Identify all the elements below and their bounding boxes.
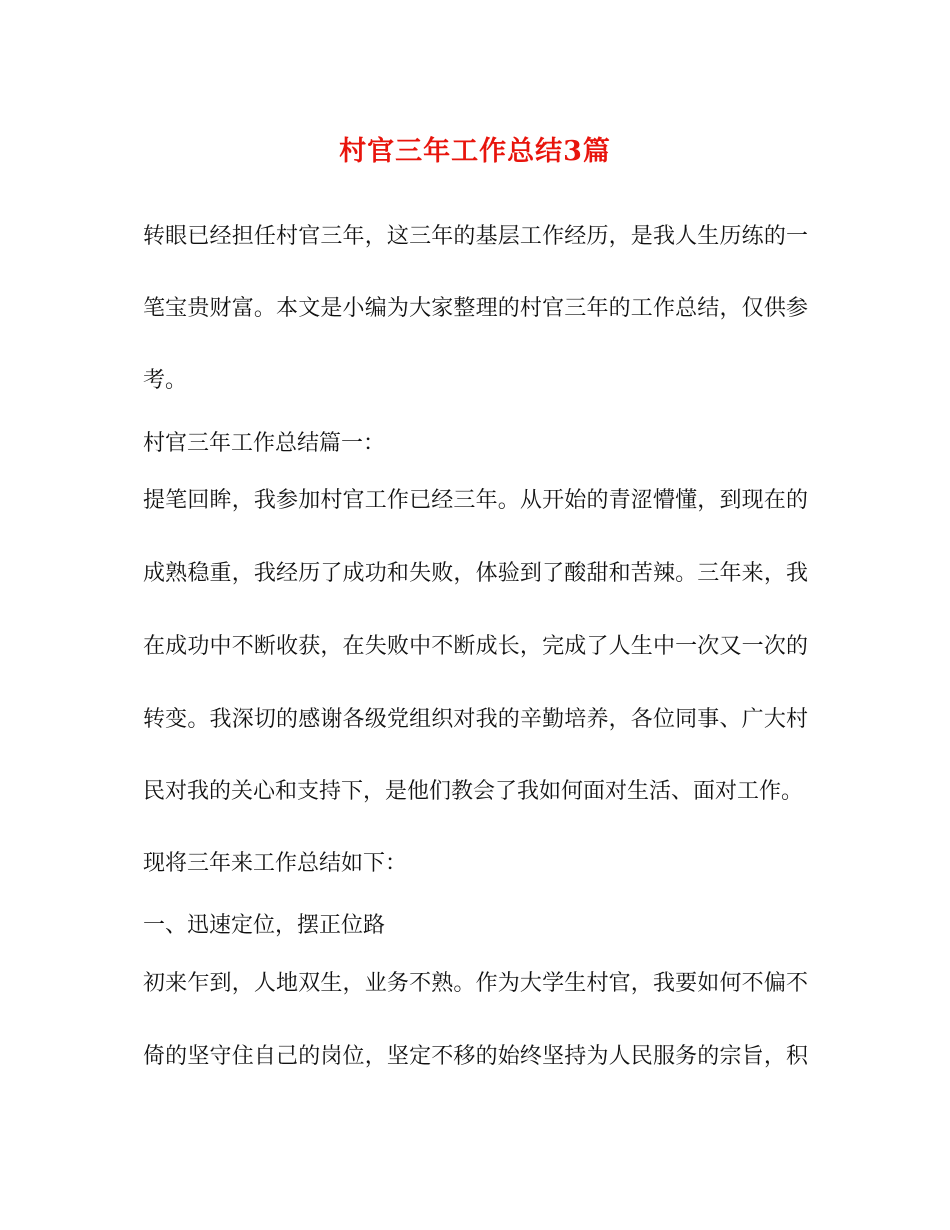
document-title: 村官三年工作总结3篇 bbox=[339, 136, 611, 167]
body-line-7: 在成功中不断收获，在失败中不断成长，完成了人生中一次又一次的 bbox=[143, 634, 808, 659]
body-line-2: 笔宝贵财富。本文是小编为大家整理的村官三年的工作总结，仅供参 bbox=[143, 296, 808, 321]
section-heading-part-one: 村官三年工作总结篇一： bbox=[143, 431, 386, 456]
body-line-6: 成熟稳重，我经历了成功和失败，体验到了酸甜和苦辣。三年来，我 bbox=[143, 561, 808, 586]
body-line-8: 转变。我深切的感谢各级党组织对我的辛勤培养，各位同事、广大村 bbox=[143, 707, 808, 732]
body-line-12: 初来乍到，人地双生，业务不熟。作为大学生村官，我要如何不偏不 bbox=[143, 971, 808, 996]
body-line-9: 民对我的关心和支持下，是他们教会了我如何面对生活、面对工作。 bbox=[143, 779, 804, 804]
body-line-13: 倚的坚守住自己的岗位，坚定不移的始终坚持为人民服务的宗旨，积 bbox=[143, 1044, 808, 1069]
body-line-10: 现将三年来工作总结如下： bbox=[143, 851, 408, 876]
body-line-1: 转眼已经担任村官三年，这三年的基层工作经历，是我人生历练的一 bbox=[143, 224, 808, 249]
subsection-heading-1: 一、迅速定位，摆正位路 bbox=[143, 913, 386, 938]
body-line-3: 考。 bbox=[143, 368, 188, 393]
body-line-5: 提笔回眸，我参加村官工作已经三年。从开始的青涩懵懂，到现在的 bbox=[143, 488, 808, 513]
